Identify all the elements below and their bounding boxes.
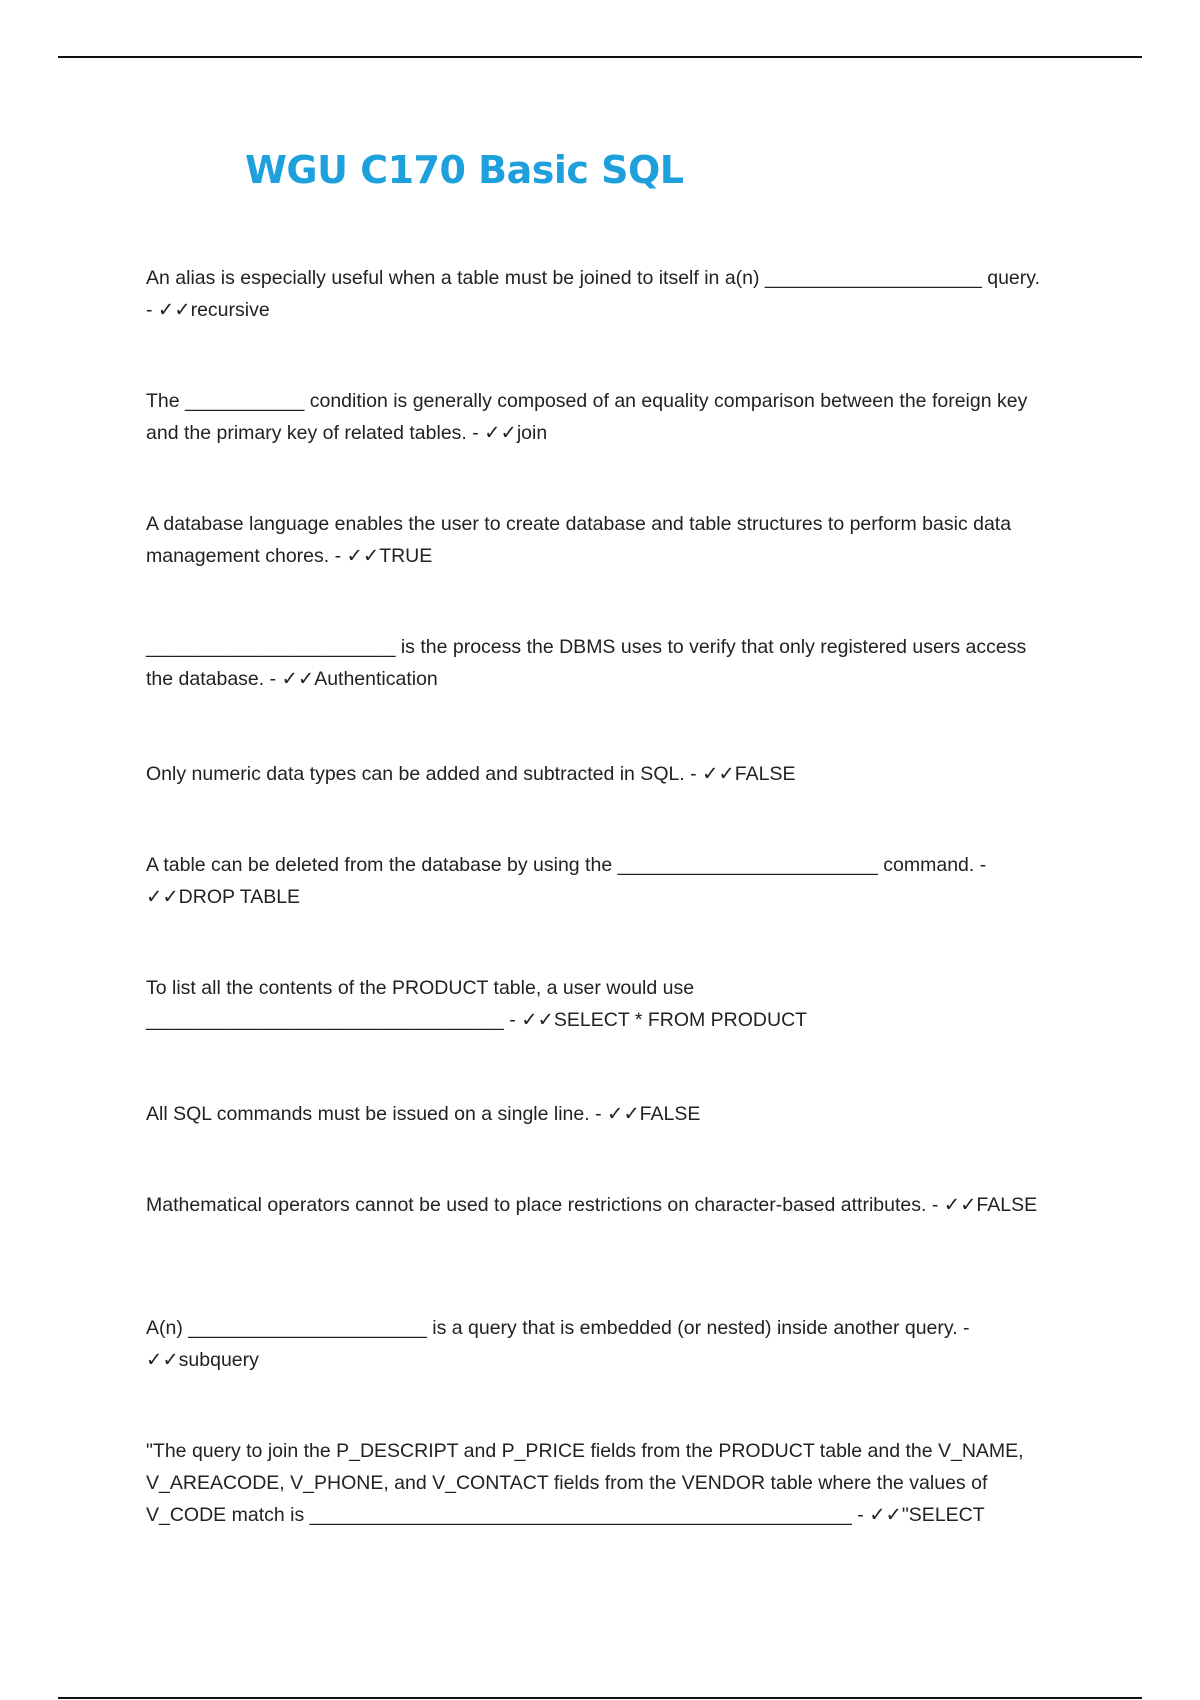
qa-item-2: The ___________ condition is generally composed of an equality comparison between the foreign key and the primary key of related tables. - ✓✓join	[146, 390, 1028, 444]
document-title: WGU C170 Basic SQL	[245, 148, 684, 192]
qa-item-11: "The query to join the P_DESCRIPT and P_PRICE fields from the PRODUCT table and the V_NAME, V_AREACODE, V_PHONE, and V_CONTACT fields from the VENDOR table where the values of V_CODE match is __________________________________________________ - ✓✓"SELECT	[146, 1440, 1024, 1526]
qa-item-9: Mathematical operators cannot be used to place restrictions on character-based attributes. - ✓✓FALSE	[146, 1194, 1038, 1216]
qa-item-7: To list all the contents of the PRODUCT table, a user would use _________________________________ - ✓✓SELECT * FROM PRODUCT	[146, 977, 808, 1031]
qa-item-3: A database language enables the user to create database and table structures to perform basic data management chores. - ✓✓TRUE	[146, 513, 1012, 567]
qa-item-6: A table can be deleted from the database by using the ________________________ command. - ✓✓DROP TABLE	[146, 854, 987, 908]
qa-item-5: Only numeric data types can be added and subtracted in SQL. - ✓✓FALSE	[146, 763, 796, 785]
qa-item-1: An alias is especially useful when a table must be joined to itself in a(n) ____________________ query. - ✓✓recursive	[146, 267, 1040, 321]
top-rule	[58, 56, 1142, 58]
qa-item-10: A(n) ______________________ is a query that is embedded (or nested) inside another query. - ✓✓subquery	[146, 1317, 970, 1371]
qa-item-4: _______________________ is the process the DBMS uses to verify that only registered users access the database. - ✓✓Authentication	[146, 636, 1027, 690]
qa-item-8: All SQL commands must be issued on a single line. - ✓✓FALSE	[146, 1103, 701, 1125]
bottom-rule	[58, 1697, 1142, 1699]
